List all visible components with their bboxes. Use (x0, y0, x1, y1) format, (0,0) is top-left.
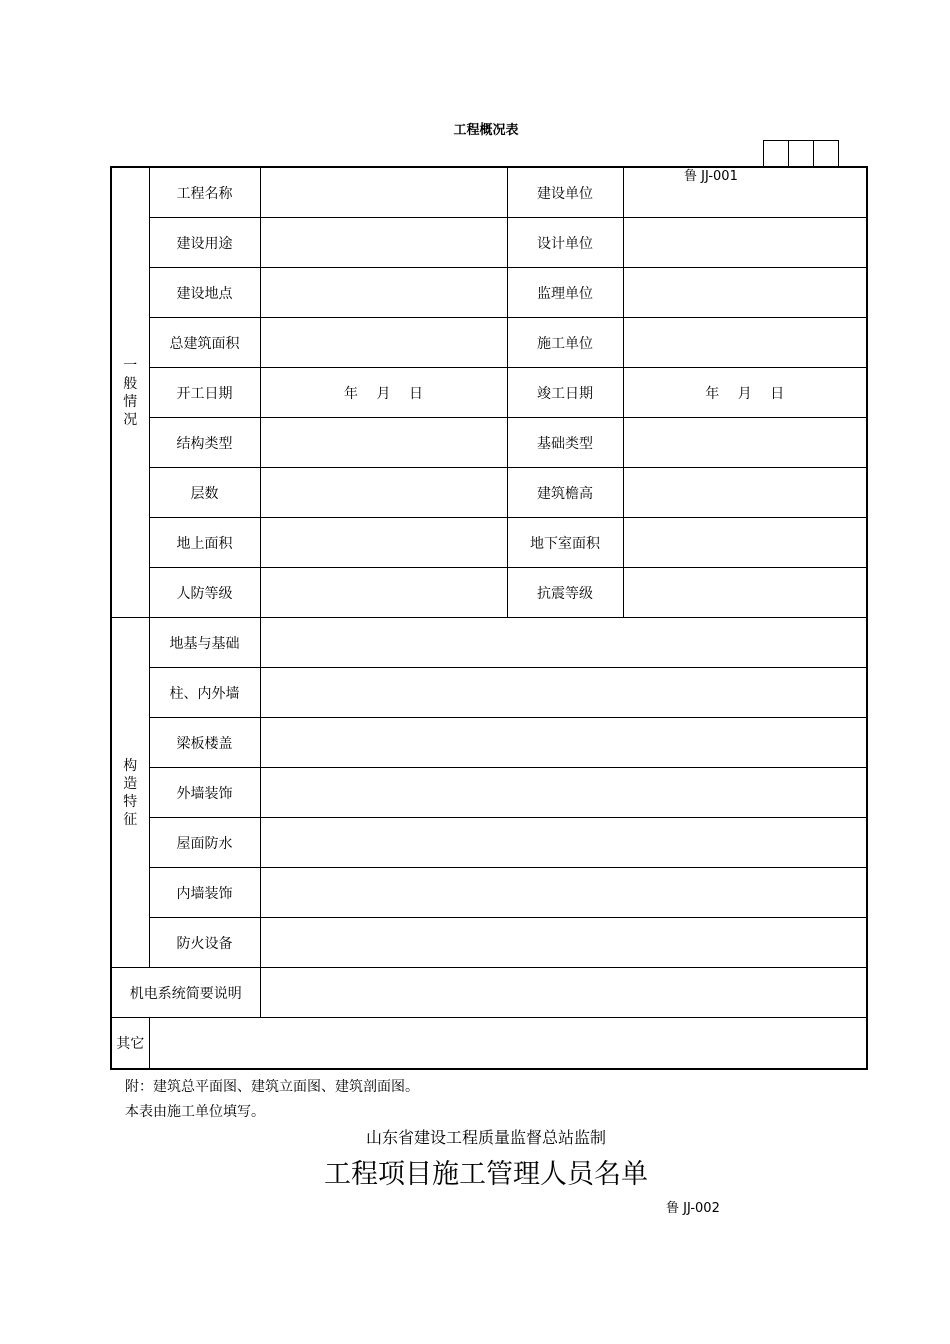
table-row (111, 318, 867, 368)
field-value[interactable]: 年 月 日 (260, 368, 507, 418)
field-value[interactable] (260, 268, 507, 318)
table-row (111, 468, 867, 518)
field-value[interactable] (260, 968, 867, 1018)
table-row (111, 518, 867, 568)
table-row (111, 818, 867, 868)
supervisor-line: 山东省建设工程质量监督总站监制 (365, 1128, 606, 1147)
field-value[interactable] (260, 568, 507, 618)
field-label: 屋面防水 (149, 818, 260, 868)
next-form-code: 鲁 JJ-002 (666, 1201, 720, 1216)
note-attachments: 附：建筑总平面图、建筑立面图、建筑剖面图。 (125, 1079, 419, 1095)
code-box (763, 140, 789, 167)
table-row (111, 368, 867, 418)
field-label: 内墙装饰 (149, 868, 260, 918)
field-label: 人防等级 (149, 568, 260, 618)
note-filled-by: 本表由施工单位填写。 (125, 1104, 265, 1120)
table-row (111, 668, 867, 718)
field-value[interactable] (260, 618, 867, 668)
code-boxes (763, 140, 839, 167)
field-value[interactable] (260, 868, 867, 918)
field-value[interactable] (260, 318, 507, 368)
page-title: 工程概况表 (453, 123, 519, 138)
field-value[interactable] (260, 918, 867, 968)
table-row (111, 918, 867, 968)
field-value[interactable] (623, 518, 867, 568)
field-value[interactable] (260, 167, 507, 218)
table-row (111, 618, 867, 668)
field-label: 总建筑面积 (149, 318, 260, 368)
field-label: 监理单位 (507, 268, 623, 318)
field-value[interactable] (623, 418, 867, 468)
field-value[interactable] (260, 768, 867, 818)
table-row (111, 568, 867, 618)
field-value[interactable] (260, 718, 867, 768)
table-row (111, 167, 867, 218)
section-general-label: 一 般 情 况 (111, 167, 149, 618)
project-overview-table (110, 166, 868, 1070)
table-row (111, 1018, 867, 1070)
field-label: 地上面积 (149, 518, 260, 568)
field-label: 基础类型 (507, 418, 623, 468)
field-value[interactable]: 年 月 日 (623, 368, 867, 418)
table-row (111, 968, 867, 1018)
field-label: 施工单位 (507, 318, 623, 368)
field-label: 结构类型 (149, 418, 260, 468)
form-code: 鲁 JJ-001 (684, 169, 738, 184)
field-value[interactable] (260, 468, 507, 518)
field-label: 开工日期 (149, 368, 260, 418)
field-value[interactable] (623, 218, 867, 268)
field-value[interactable] (260, 218, 507, 268)
field-label: 抗震等级 (507, 568, 623, 618)
field-value[interactable] (623, 318, 867, 368)
field-value[interactable] (260, 518, 507, 568)
table-row (111, 418, 867, 468)
field-label: 防火设备 (149, 918, 260, 968)
field-label: 柱、内外墙 (149, 668, 260, 718)
field-label: 梁板楼盖 (149, 718, 260, 768)
table-row (111, 268, 867, 318)
field-value[interactable] (149, 1018, 867, 1070)
field-label: 建设地点 (149, 268, 260, 318)
next-page-title: 工程项目施工管理人员名单 (324, 1159, 648, 1190)
field-label: 建设单位 (507, 167, 623, 218)
code-box (814, 140, 839, 167)
field-value[interactable] (260, 418, 507, 468)
field-label: 地基与基础 (149, 618, 260, 668)
field-value[interactable] (623, 167, 867, 218)
field-label: 机电系统简要说明 (111, 968, 260, 1018)
field-value[interactable] (623, 468, 867, 518)
field-value[interactable] (260, 668, 867, 718)
code-box (789, 140, 814, 167)
field-label: 设计单位 (507, 218, 623, 268)
table-row (111, 868, 867, 918)
field-value[interactable] (260, 818, 867, 868)
field-label: 建筑檐高 (507, 468, 623, 518)
field-label: 层数 (149, 468, 260, 518)
section-structure-label: 构 造 特 征 (111, 618, 149, 968)
field-label: 工程名称 (149, 167, 260, 218)
field-label: 地下室面积 (507, 518, 623, 568)
table-row (111, 718, 867, 768)
field-label: 竣工日期 (507, 368, 623, 418)
field-value[interactable] (623, 568, 867, 618)
field-label: 建设用途 (149, 218, 260, 268)
field-label: 外墙装饰 (149, 768, 260, 818)
field-value[interactable] (623, 268, 867, 318)
table-row (111, 768, 867, 818)
field-label: 其它 (111, 1018, 149, 1070)
table-row (111, 218, 867, 268)
